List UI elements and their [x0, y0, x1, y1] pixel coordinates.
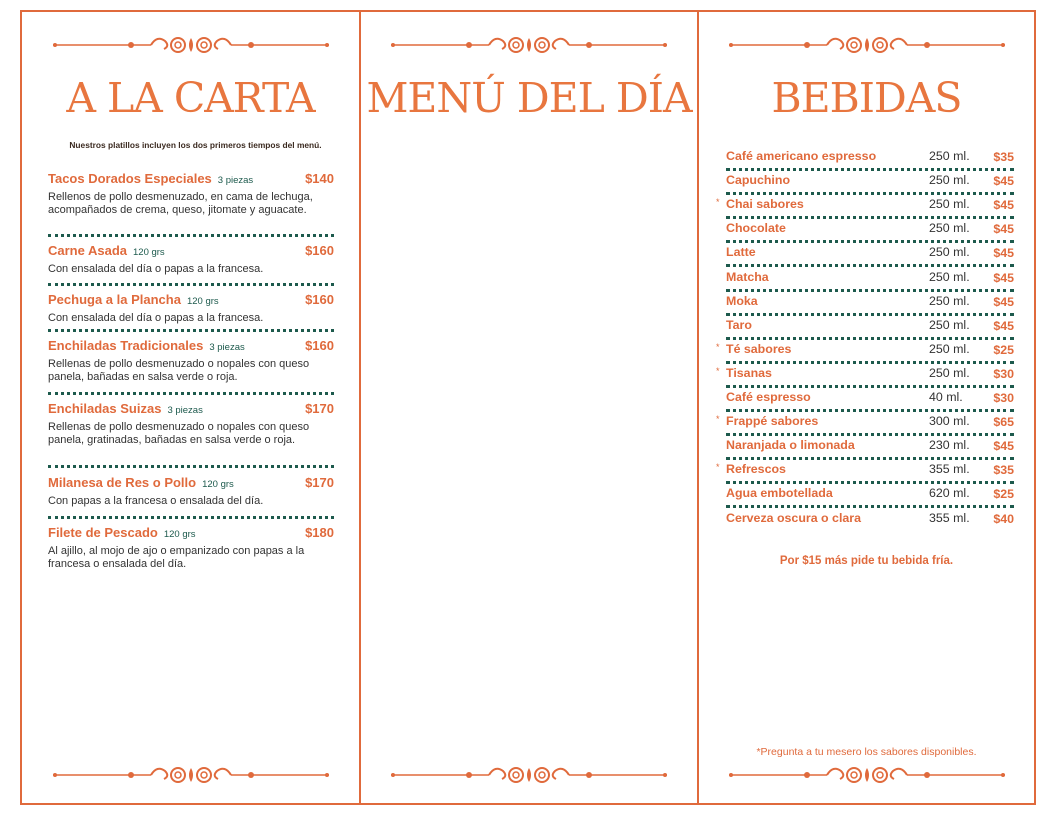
drink-volume: 300 ml. — [929, 414, 970, 429]
asterisk-mark: * — [716, 414, 720, 425]
dotted-divider — [726, 433, 1014, 436]
dotted-divider — [726, 505, 1014, 508]
drink-row — [716, 365, 1014, 383]
drink-volume: 250 ml. — [929, 269, 970, 284]
drink-volume: 250 ml. — [929, 245, 970, 260]
item-name: Carne Asada — [48, 243, 127, 258]
item-description: Rellenas de pollo desmenuzado o nopales con queso panela, gratinadas, bañadas en salsa verde o roja. — [48, 421, 310, 446]
drink-name: Naranjada o limonada — [726, 438, 855, 453]
menu-item — [48, 524, 334, 571]
item-name: Enchiladas Tradicionales — [48, 338, 204, 353]
drink-row — [726, 221, 1014, 238]
drink-price: $25 — [993, 342, 1014, 357]
item-price: $160 — [305, 338, 334, 353]
drink-volume: 250 ml. — [929, 341, 970, 356]
menu-item — [48, 474, 334, 508]
drink-name: Tisanas — [726, 365, 772, 380]
item-description: Rellenos de pollo desmenuzado, en cama de lechuga, acompañados de crema, queso, jitomate y aguacate. — [48, 191, 313, 216]
drink-price: $45 — [993, 294, 1014, 309]
dotted-divider — [726, 264, 1014, 267]
drink-price: $45 — [993, 439, 1014, 454]
bebidas-panel — [697, 10, 1036, 805]
drink-price: $45 — [993, 318, 1014, 333]
drink-row — [726, 486, 1014, 503]
drink-name: Matcha — [726, 269, 769, 284]
drink-price: $25 — [993, 487, 1014, 502]
dotted-divider — [726, 313, 1014, 316]
drink-price: $45 — [993, 198, 1014, 213]
drink-row — [726, 270, 1014, 287]
item-description: Con ensalada del día o papas a la francesa. — [48, 312, 264, 324]
ornament-bottom-icon — [727, 762, 1007, 788]
drink-volume: 230 ml. — [929, 438, 970, 453]
item-description: Al ajillo, al mojo de ajo o empanizado con papas a la francesa o ensalada del día. — [48, 545, 305, 570]
drink-name: Latte — [726, 245, 756, 260]
drink-row — [726, 294, 1014, 311]
a-la-carta-panel — [20, 10, 361, 805]
item-quantity: 120 grs — [186, 296, 219, 307]
item-quantity: 120 grs — [163, 529, 196, 540]
item-price: $140 — [305, 171, 334, 186]
dotted-divider — [726, 481, 1014, 484]
item-quantity: 3 piezas — [217, 175, 254, 186]
drink-volume: 250 ml. — [929, 197, 970, 212]
drink-row — [726, 245, 1014, 262]
drink-name: Agua embotellada — [726, 486, 833, 501]
item-price: $170 — [305, 401, 334, 416]
dotted-divider — [726, 385, 1014, 388]
drink-row — [716, 414, 1014, 431]
drink-row — [726, 149, 1014, 166]
drink-volume: 250 ml. — [929, 317, 970, 332]
drink-row — [716, 341, 1014, 359]
ornament-top-icon — [727, 32, 1007, 58]
footnote: *Pregunta a tu mesero los sabores disponibles. — [756, 746, 977, 758]
promo-text: Por $15 más pide tu bebida fría. — [779, 555, 954, 567]
drink-price: $65 — [993, 415, 1014, 430]
ornament-top-icon — [51, 32, 331, 58]
dotted-divider — [726, 457, 1014, 460]
drink-name: Frappé sabores — [726, 414, 819, 429]
drink-name: Té sabores — [726, 341, 792, 356]
drink-volume: 355 ml. — [929, 510, 970, 525]
item-price: $170 — [305, 475, 334, 490]
drink-volume: 250 ml. — [929, 173, 970, 188]
menu-item — [48, 242, 334, 276]
asterisk-mark: * — [716, 365, 720, 376]
drink-price: $45 — [993, 174, 1014, 189]
drink-price: $35 — [993, 463, 1014, 478]
drink-row — [726, 438, 1014, 455]
page-title: A LA CARTA — [66, 74, 315, 122]
drink-volume: 250 ml. — [929, 221, 970, 236]
menu-item — [48, 170, 334, 217]
drink-volume: 355 ml. — [929, 462, 970, 477]
item-name: Tacos Dorados Especiales — [48, 171, 212, 186]
item-quantity: 3 piezas — [209, 342, 245, 353]
dotted-divider — [48, 283, 334, 286]
drink-row — [726, 390, 1014, 407]
asterisk-mark: * — [716, 341, 720, 352]
drink-price: $45 — [993, 246, 1014, 261]
ornament-bottom-icon — [389, 762, 669, 788]
drink-name: Refrescos — [726, 462, 786, 477]
drink-price: $30 — [993, 366, 1014, 381]
dotted-divider — [726, 216, 1014, 219]
item-price: $160 — [305, 292, 334, 307]
drink-name: Moka — [726, 293, 758, 308]
dotted-divider — [48, 465, 334, 468]
drink-price: $30 — [993, 391, 1014, 405]
dotted-divider — [726, 409, 1014, 412]
ornament-bottom-icon — [51, 762, 331, 788]
item-quantity: 3 piezas — [167, 405, 203, 416]
asterisk-mark: * — [716, 462, 720, 473]
menu-item — [48, 291, 334, 325]
drink-name: Chai sabores — [726, 197, 804, 212]
item-price: $160 — [305, 243, 334, 258]
item-description: Con papas a la francesa o ensalada del día. — [48, 495, 264, 507]
item-name: Pechuga a la Plancha — [48, 292, 181, 307]
menu-item — [48, 337, 334, 384]
item-name: Milanesa de Res o Pollo — [48, 475, 197, 490]
drink-volume: 620 ml. — [929, 486, 970, 501]
dotted-divider — [726, 168, 1014, 171]
drink-row — [726, 511, 1014, 528]
drink-row — [726, 318, 1014, 335]
drink-row — [716, 197, 1014, 214]
drink-volume: 40 ml. — [929, 390, 963, 404]
page-title: BEBIDAS — [771, 74, 962, 122]
dotted-divider — [726, 337, 1014, 340]
item-description: Rellenas de pollo desmenuzado o nopales con queso panela, bañadas en salsa verde o roja. — [48, 358, 310, 383]
dotted-divider — [726, 289, 1014, 292]
item-quantity: 120 grs — [202, 479, 234, 490]
carta-note: Nuestros platillos incluyen los dos primeros tiempos del menú. — [69, 140, 322, 150]
menu-item — [48, 400, 334, 447]
drink-name: Café americano espresso — [726, 149, 877, 163]
dotted-divider — [726, 240, 1014, 243]
ornament-top-icon — [389, 32, 669, 58]
drink-volume: 250 ml. — [929, 149, 970, 163]
dotted-divider — [48, 392, 334, 395]
item-name: Enchiladas Suizas — [48, 401, 162, 416]
item-price: $180 — [305, 525, 334, 540]
menu-del-dia-panel — [359, 10, 699, 805]
drink-name: Cerveza oscura o clara — [726, 510, 861, 525]
dotted-divider — [726, 192, 1014, 195]
item-description: Con ensalada del día o papas a la francesa. — [48, 263, 264, 275]
drink-price: $45 — [993, 270, 1014, 285]
drink-volume: 250 ml. — [929, 365, 970, 380]
dotted-divider — [48, 329, 334, 332]
drink-name: Café espresso — [726, 390, 811, 404]
asterisk-mark: * — [716, 197, 720, 208]
dotted-divider — [48, 234, 334, 237]
drink-row — [726, 173, 1014, 190]
drink-price: $45 — [993, 222, 1014, 237]
drink-price: $40 — [993, 511, 1014, 526]
item-name: Filete de Pescado — [48, 525, 158, 540]
drink-row — [716, 462, 1014, 479]
dotted-divider — [48, 516, 334, 519]
page-title: MENÚ DEL DÍA — [366, 74, 692, 122]
dotted-divider — [726, 361, 1014, 364]
drink-name: Taro — [726, 317, 752, 332]
drink-name: Chocolate — [726, 221, 786, 236]
item-quantity: 120 grs — [133, 247, 165, 258]
drink-price: $35 — [993, 150, 1014, 164]
drink-name: Capuchino — [726, 173, 791, 188]
drink-volume: 250 ml. — [929, 293, 970, 308]
